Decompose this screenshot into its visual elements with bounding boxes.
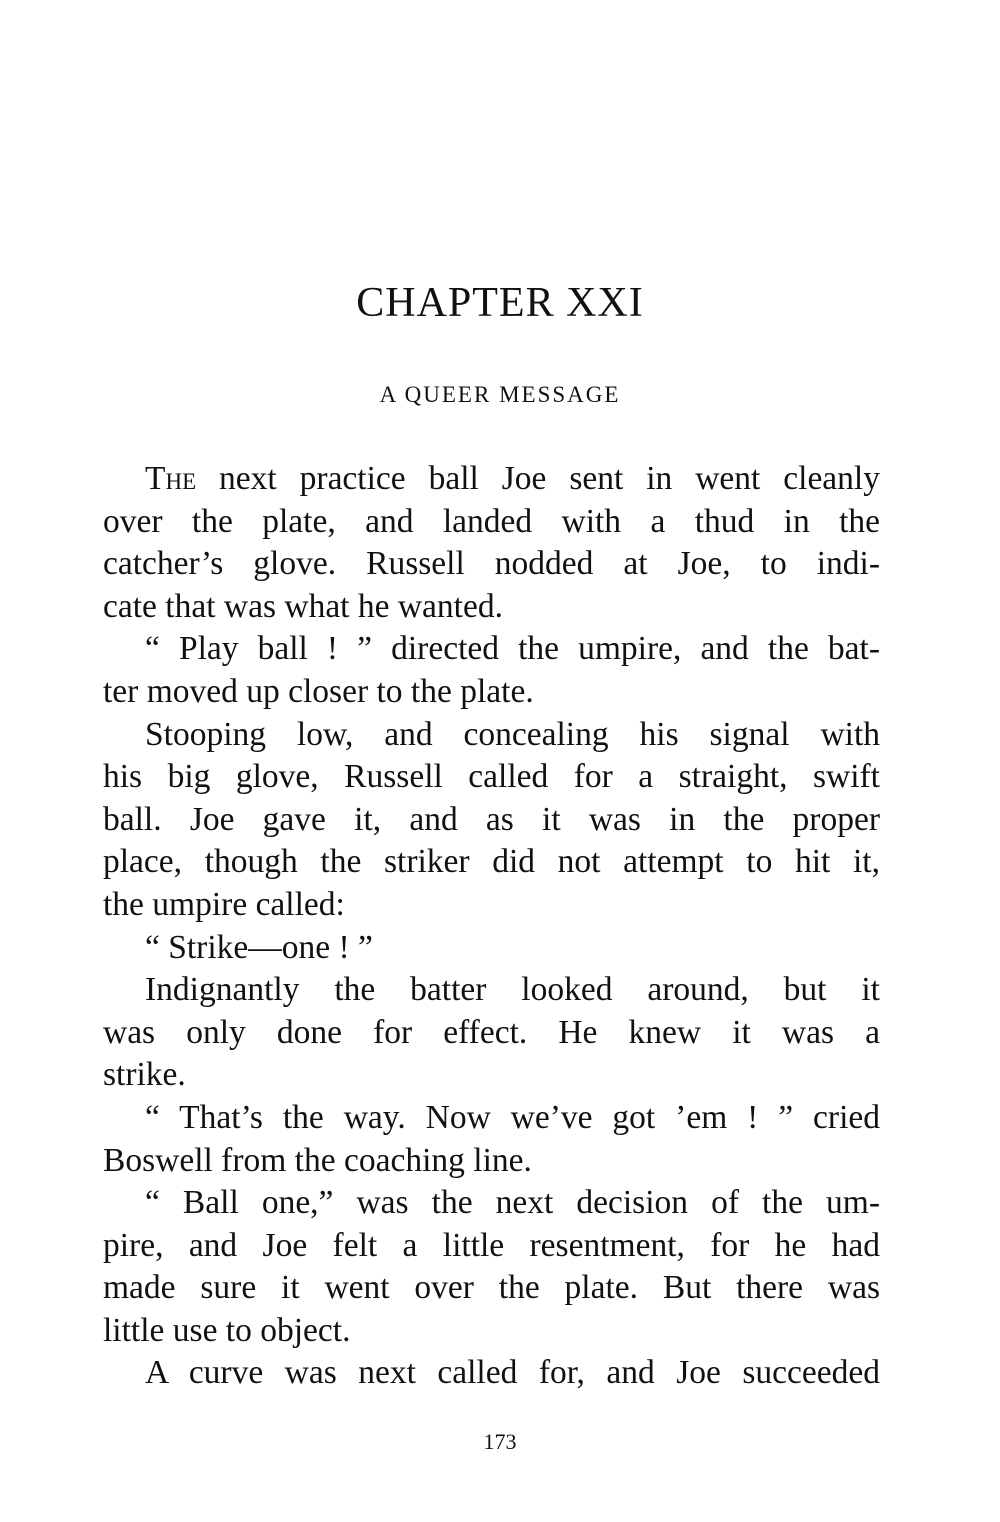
chapter-title: CHAPTER XXI (356, 280, 644, 326)
text-line: Indignantly the batter looked around, but it (145, 971, 880, 1009)
text-line: strike. (103, 1056, 186, 1094)
text-line-rest: next practice ball Joe sent in went cleanly (196, 460, 880, 497)
lead-word: The (145, 460, 197, 497)
chapter-subtitle: A QUEER MESSAGE (379, 382, 621, 407)
text-line: “ Ball one,” was the next decision of the um- (145, 1184, 880, 1222)
page-number: 173 (483, 1429, 517, 1454)
text-line: the umpire called: (103, 885, 345, 923)
text-line: “ Play ball ! ” directed the umpire, and the bat- (145, 630, 880, 668)
text-line: “ That’s the way. Now we’ve got ’em ! ” cried (145, 1098, 880, 1136)
text-line: catcher’s glove. Russell nodded at Joe, to indi- (103, 545, 880, 583)
text-line: Boswell from the coaching line. (103, 1141, 532, 1179)
text-line: A curve was next called for, and Joe succeeded (145, 1354, 880, 1392)
text-line: over the plate, and landed with a thud in the (103, 502, 880, 540)
text-line: was only done for effect. He knew it was a (103, 1013, 880, 1051)
text-line: ball. Joe gave it, and as it was in the proper (103, 800, 880, 838)
text-line: “ Strike—one ! ” (145, 928, 373, 966)
text-line: little use to object. (103, 1311, 351, 1349)
text-line: cate that was what he wanted. (103, 587, 503, 625)
text-line: ter moved up closer to the plate. (103, 672, 534, 710)
text-line: pire, and Joe felt a little resentment, for he had (103, 1226, 880, 1264)
text-line (103, 458, 880, 501)
text-line: place, though the striker did not attempt to hit it, (103, 843, 880, 881)
text-line: made sure it went over the plate. But there was (103, 1269, 880, 1307)
body-text (103, 458, 880, 1395)
text-line: Stooping low, and concealing his signal with (145, 715, 880, 753)
text-line: his big glove, Russell called for a straight, swift (103, 758, 880, 796)
